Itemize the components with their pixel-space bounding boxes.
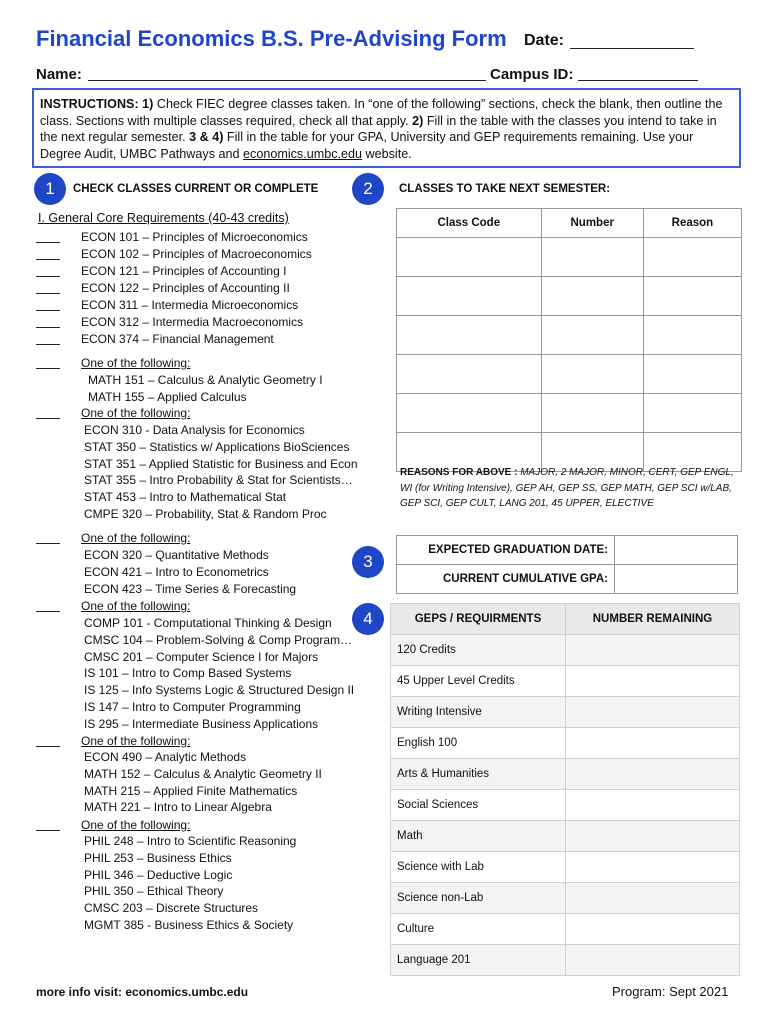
remaining-cell[interactable] <box>566 759 740 790</box>
checkbox-blank[interactable] <box>36 611 60 612</box>
program-date: Program: Sept 2021 <box>612 984 729 999</box>
date-label: Date: <box>524 32 565 49</box>
remaining-cell[interactable] <box>566 666 740 697</box>
group5-options <box>84 749 322 816</box>
column-header-reason: Reason <box>643 209 741 238</box>
option-item: MGMT 385 - Business Ethics & Society <box>84 917 294 932</box>
table-row <box>397 355 742 394</box>
table-row <box>391 697 740 728</box>
reason-cell[interactable] <box>643 394 741 433</box>
reason-cell[interactable] <box>643 355 741 394</box>
checkbox-blank[interactable] <box>36 543 60 544</box>
number-cell[interactable] <box>541 355 643 394</box>
table-row <box>391 635 740 666</box>
number-cell[interactable] <box>541 238 643 277</box>
group6-options <box>84 833 296 934</box>
table-row <box>391 914 740 945</box>
step-3-badge: 3 <box>352 546 384 578</box>
cumulative-gpa-field[interactable] <box>615 565 738 594</box>
graduation-gpa-table <box>396 535 738 594</box>
column-header-number: Number <box>541 209 643 238</box>
instructions-heading: INSTRUCTIONS: <box>40 97 139 111</box>
requirement-label: Writing Intensive <box>391 697 566 728</box>
option-item: IS 125 – Info Systems Logic & Structured Design II <box>84 683 355 698</box>
requirement-label: Culture <box>391 914 566 945</box>
option-item: IS 101 – Intro to Comp Based Systems <box>84 666 292 681</box>
step-2-badge: 2 <box>352 173 384 205</box>
reasons-legend <box>400 465 740 512</box>
checkbox-blank[interactable] <box>36 276 60 277</box>
requirement-label: Science non-Lab <box>391 883 566 914</box>
option-item: STAT 350 – Statistics w/ Applications BioSciences <box>84 439 350 454</box>
option-item: CMSC 203 – Discrete Structures <box>84 901 259 916</box>
class-code-cell[interactable] <box>397 394 542 433</box>
class-code-cell[interactable] <box>397 277 542 316</box>
reason-cell[interactable] <box>643 277 741 316</box>
reasons-label: REASONS FOR ABOVE : <box>400 467 518 478</box>
remaining-cell[interactable] <box>566 635 740 666</box>
option-item: CMPE 320 – Probability, Stat & Random Proc <box>84 506 327 521</box>
remaining-cell[interactable] <box>566 883 740 914</box>
instructions-box <box>32 88 741 168</box>
requirement-label: 45 Upper Level Credits <box>391 666 566 697</box>
checkbox-blank[interactable] <box>36 242 60 243</box>
table-row <box>391 821 740 852</box>
requirement-label: Language 201 <box>391 945 566 976</box>
reason-cell[interactable] <box>643 238 741 277</box>
option-item: IS 147 – Intro to Computer Programming <box>84 699 301 714</box>
requirement-label: Arts & Humanities <box>391 759 566 790</box>
number-cell[interactable] <box>541 394 643 433</box>
option-item: CMSC 104 – Problem-Solving & Comp Program… <box>84 632 353 647</box>
checkbox-blank[interactable] <box>36 746 60 747</box>
step-1-badge: 1 <box>34 173 66 205</box>
economics-link[interactable]: economics.umbc.edu <box>243 146 363 161</box>
expected-graduation-field[interactable] <box>615 536 738 565</box>
option-item: STAT 453 – Intro to Mathematical Stat <box>84 490 287 505</box>
instructions-text-4: website. <box>362 146 412 161</box>
option-item: MATH 221 – Intro to Linear Algebra <box>84 800 272 815</box>
group-heading: One of the following: <box>81 818 191 832</box>
group1-options <box>88 372 323 406</box>
option-item: MATH 155 – Applied Calculus <box>88 389 247 404</box>
expected-graduation-label: EXPECTED GRADUATION DATE: <box>397 536 615 565</box>
gep-requirements-table <box>390 603 740 976</box>
number-cell[interactable] <box>541 316 643 355</box>
column-header-class-code: Class Code <box>397 209 542 238</box>
group-heading: One of the following: <box>81 531 191 545</box>
name-label: Name: <box>36 66 82 83</box>
checkbox-blank[interactable] <box>36 310 60 311</box>
option-item: ECON 310 - Data Analysis for Economics <box>84 423 305 437</box>
date-field[interactable] <box>570 48 694 49</box>
remaining-cell[interactable] <box>566 914 740 945</box>
option-item: ECON 423 – Time Series & Forecasting <box>84 581 297 596</box>
class-code-cell[interactable] <box>397 238 542 277</box>
table-row <box>397 316 742 355</box>
section1-heading: CHECK CLASSES CURRENT OR COMPLETE <box>73 183 319 195</box>
campus-id-label: Campus ID: <box>490 66 574 83</box>
option-item: MATH 151 – Calculus & Analytic Geometry I <box>88 373 323 387</box>
option-item: ECON 421 – Intro to Econometrics <box>84 564 269 579</box>
table-row <box>391 852 740 883</box>
section2-heading: CLASSES TO TAKE NEXT SEMESTER: <box>399 183 611 195</box>
group-heading: One of the following: <box>81 406 191 420</box>
instructions-text-2: Fill in the table with the classes you intend to take in the next regular semester. <box>40 113 717 144</box>
checkbox-blank[interactable] <box>36 368 60 369</box>
number-cell[interactable] <box>541 277 643 316</box>
group2-options <box>84 422 358 523</box>
instructions-step1-marker: 1) <box>142 97 154 111</box>
column-header-number-remaining: NUMBER REMAINING <box>566 604 740 635</box>
remaining-cell[interactable] <box>566 821 740 852</box>
table-row <box>391 759 740 790</box>
remaining-cell[interactable] <box>566 945 740 976</box>
remaining-cell[interactable] <box>566 697 740 728</box>
option-item: PHIL 350 – Ethical Theory <box>84 884 224 899</box>
reasons-text: MAJOR, 2 MAJOR, MINOR, CERT, GEP ENGL, WI (for Writing Intensive), GEP AH, GEP SS, GEP MATH, GEP SCI w/LAB, GEP SCI, GEP CULT, LANG 201, 45 UPPER, ELECTIVE <box>400 467 734 509</box>
table-row <box>391 945 740 976</box>
column-header-geps: GEPS / REQUIRMENTS <box>391 604 566 635</box>
table-row <box>397 277 742 316</box>
checkbox-blank[interactable] <box>36 418 60 419</box>
remaining-cell[interactable] <box>566 790 740 821</box>
table-row <box>397 238 742 277</box>
group3-options <box>84 547 296 597</box>
requirement-label: 120 Credits <box>391 635 566 666</box>
name-field[interactable] <box>88 80 486 81</box>
table-row <box>391 883 740 914</box>
option-item: CMSC 201 – Computer Science I for Majors <box>84 649 319 664</box>
core-requirements-title: I. General Core Requirements (40-43 credits) <box>38 211 289 225</box>
option-item: PHIL 253 – Business Ethics <box>84 850 232 865</box>
checkbox-blank[interactable] <box>36 830 60 831</box>
remaining-cell[interactable] <box>566 852 740 883</box>
option-item: STAT 355 – Intro Probability & Stat for Scientists… <box>84 473 353 488</box>
option-item: STAT 351 – Applied Statistic for Business and Econ <box>84 456 358 471</box>
option-item: ECON 490 – Analytic Methods <box>84 750 247 764</box>
option-item: COMP 101 - Computational Thinking & Design <box>84 616 332 630</box>
group-heading: One of the following: <box>81 734 191 748</box>
step-4-badge: 4 <box>352 603 384 635</box>
checkbox-blank[interactable] <box>36 293 60 294</box>
group4-options <box>84 615 354 733</box>
option-item: PHIL 248 – Intro to Scientific Reasoning <box>84 834 297 848</box>
table-row <box>391 790 740 821</box>
requirement-label: Math <box>391 821 566 852</box>
table-row <box>391 666 740 697</box>
reason-cell[interactable] <box>643 316 741 355</box>
instructions-text-1: Check FIEC degree classes taken. In “one of the following” sections, check the blank, then outline the class. Sections with multiple classes required, check all that apply. <box>40 97 723 128</box>
instructions-step2-marker: 2) <box>412 113 424 128</box>
form-title: Financial Economics B.S. Pre-Advising Form <box>36 26 507 51</box>
option-item: MATH 152 – Calculus & Analytic Geometry II <box>84 766 322 781</box>
table-row <box>391 728 740 759</box>
remaining-cell[interactable] <box>566 728 740 759</box>
next-semester-table <box>396 208 742 472</box>
option-item: MATH 215 – Applied Finite Mathematics <box>84 783 298 798</box>
requirement-label: Science with Lab <box>391 852 566 883</box>
table-row <box>397 394 742 433</box>
option-item: PHIL 346 – Deductive Logic <box>84 867 233 882</box>
requirement-label: Social Sciences <box>391 790 566 821</box>
class-code-cell[interactable] <box>397 316 542 355</box>
cumulative-gpa-label: CURRENT CUMULATIVE GPA: <box>397 565 615 594</box>
footer-info-link[interactable]: more info visit: economics.umbc.edu <box>36 985 249 999</box>
group-heading: One of the following: <box>81 599 191 613</box>
requirement-label: English 100 <box>391 728 566 759</box>
class-code-cell[interactable] <box>397 355 542 394</box>
checkbox-blank[interactable] <box>36 327 60 328</box>
campus-id-field[interactable] <box>578 80 698 81</box>
option-item: IS 295 – Intermediate Business Applications <box>84 716 319 731</box>
checkbox-blank[interactable] <box>36 259 60 260</box>
checkbox-blank[interactable] <box>36 344 60 345</box>
option-item: ECON 320 – Quantitative Methods <box>84 548 269 562</box>
instructions-step34-marker: 3 & 4) <box>189 130 224 144</box>
group-heading: One of the following: <box>81 356 191 370</box>
instructions-text-3: Fill in the table for your GPA, University and GEP requirements remaining. Use your Degree Audit, UMBC Pathways and <box>40 130 694 161</box>
